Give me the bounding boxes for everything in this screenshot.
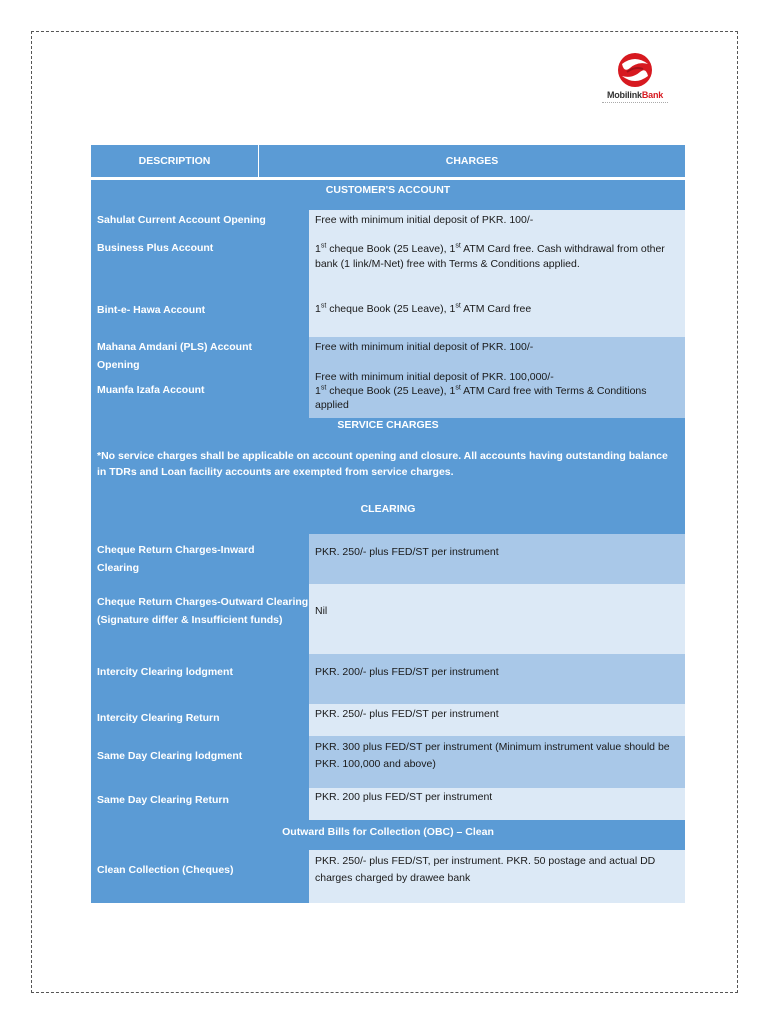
- row-label: Cheque Return Charges-Inward Clearing: [97, 544, 255, 574]
- row-charge: Free with minimum initial deposit of PKR. 100/-: [315, 340, 534, 353]
- row-label: Bint-e- Hawa Account: [97, 303, 206, 316]
- table-header-row: [91, 145, 685, 177]
- row-charge: PKR. 200/- plus FED/ST per instrument: [315, 665, 499, 678]
- row-charge: 1st cheque Book (25 Leave), 1st ATM Card free. Cash withdrawal from other bank (1 link/M-Net) free with Terms & Conditions applied.: [315, 242, 665, 270]
- clearing-title: CLEARING: [360, 503, 416, 515]
- section-obc: Outward Bills for Collection (OBC) – Clean: [91, 820, 685, 850]
- row-charge: Free with minimum initial deposit of PKR. 100,000/- 1st cheque Book (25 Leave), 1st ATM Card free with Terms & Conditions applied: [315, 371, 647, 411]
- logo-underline: [602, 102, 668, 105]
- row-charge: PKR. 250/- plus FED/ST per instrument: [315, 707, 499, 720]
- row-label: Clean Collection (Cheques): [97, 863, 234, 876]
- service-charges-title: SERVICE CHARGES: [337, 419, 439, 431]
- row-charge: PKR. 250/- plus FED/ST per instrument: [315, 545, 499, 558]
- clearing-rows: [91, 534, 685, 820]
- row-label: Cheque Return Charges-Outward Clearing (Signature differ & Insufficient funds): [97, 596, 309, 626]
- service-charges-note: *No service charges shall be applicable on account opening and closure. All accounts having outstanding balance in TDRs and Loan facility accounts are exempted from service charges.: [97, 450, 668, 478]
- row-label: Sahulat Current Account Opening: [97, 213, 266, 226]
- row-charge: PKR. 200 plus FED/ST per instrument: [315, 790, 493, 803]
- logo-wordmark: MobilinkBank: [606, 90, 664, 100]
- row-label: Intercity Clearing lodgment: [97, 665, 233, 678]
- row-label: Mahana Amdani (PLS) Account Opening: [97, 341, 252, 371]
- section-service-charges: [91, 418, 685, 534]
- section-customers-account: CUSTOMER'S ACCOUNT: [91, 180, 685, 210]
- row-label: Intercity Clearing Return: [97, 711, 220, 724]
- header-charges: CHARGES: [259, 145, 685, 177]
- header-description: DESCRIPTION: [91, 145, 259, 177]
- row-label: Muanfa Izafa Account: [97, 383, 205, 396]
- mobilink-bank-logo: [600, 52, 670, 108]
- row-label: Same Day Clearing lodgment: [97, 749, 243, 762]
- row-label: Same Day Clearing Return: [97, 793, 229, 806]
- row-charge: 1st cheque Book (25 Leave), 1st ATM Card free: [315, 302, 532, 315]
- row-charge: Free with minimum initial deposit of PKR. 100/-: [315, 213, 534, 226]
- row-charge: PKR. 250/- plus FED/ST, per instrument. PKR. 50 postage and actual DD charges charged by drawee bank: [315, 855, 656, 884]
- row-charge: Nil: [315, 604, 328, 617]
- obc-rows: [91, 850, 685, 903]
- row-charge: PKR. 300 plus FED/ST per instrument (Minimum instrument value should be PKR. 100,000 and above): [315, 741, 670, 770]
- logo-mark-icon: [600, 52, 670, 92]
- customers-account-rows: [91, 210, 685, 418]
- row-label: Business Plus Account: [97, 241, 214, 254]
